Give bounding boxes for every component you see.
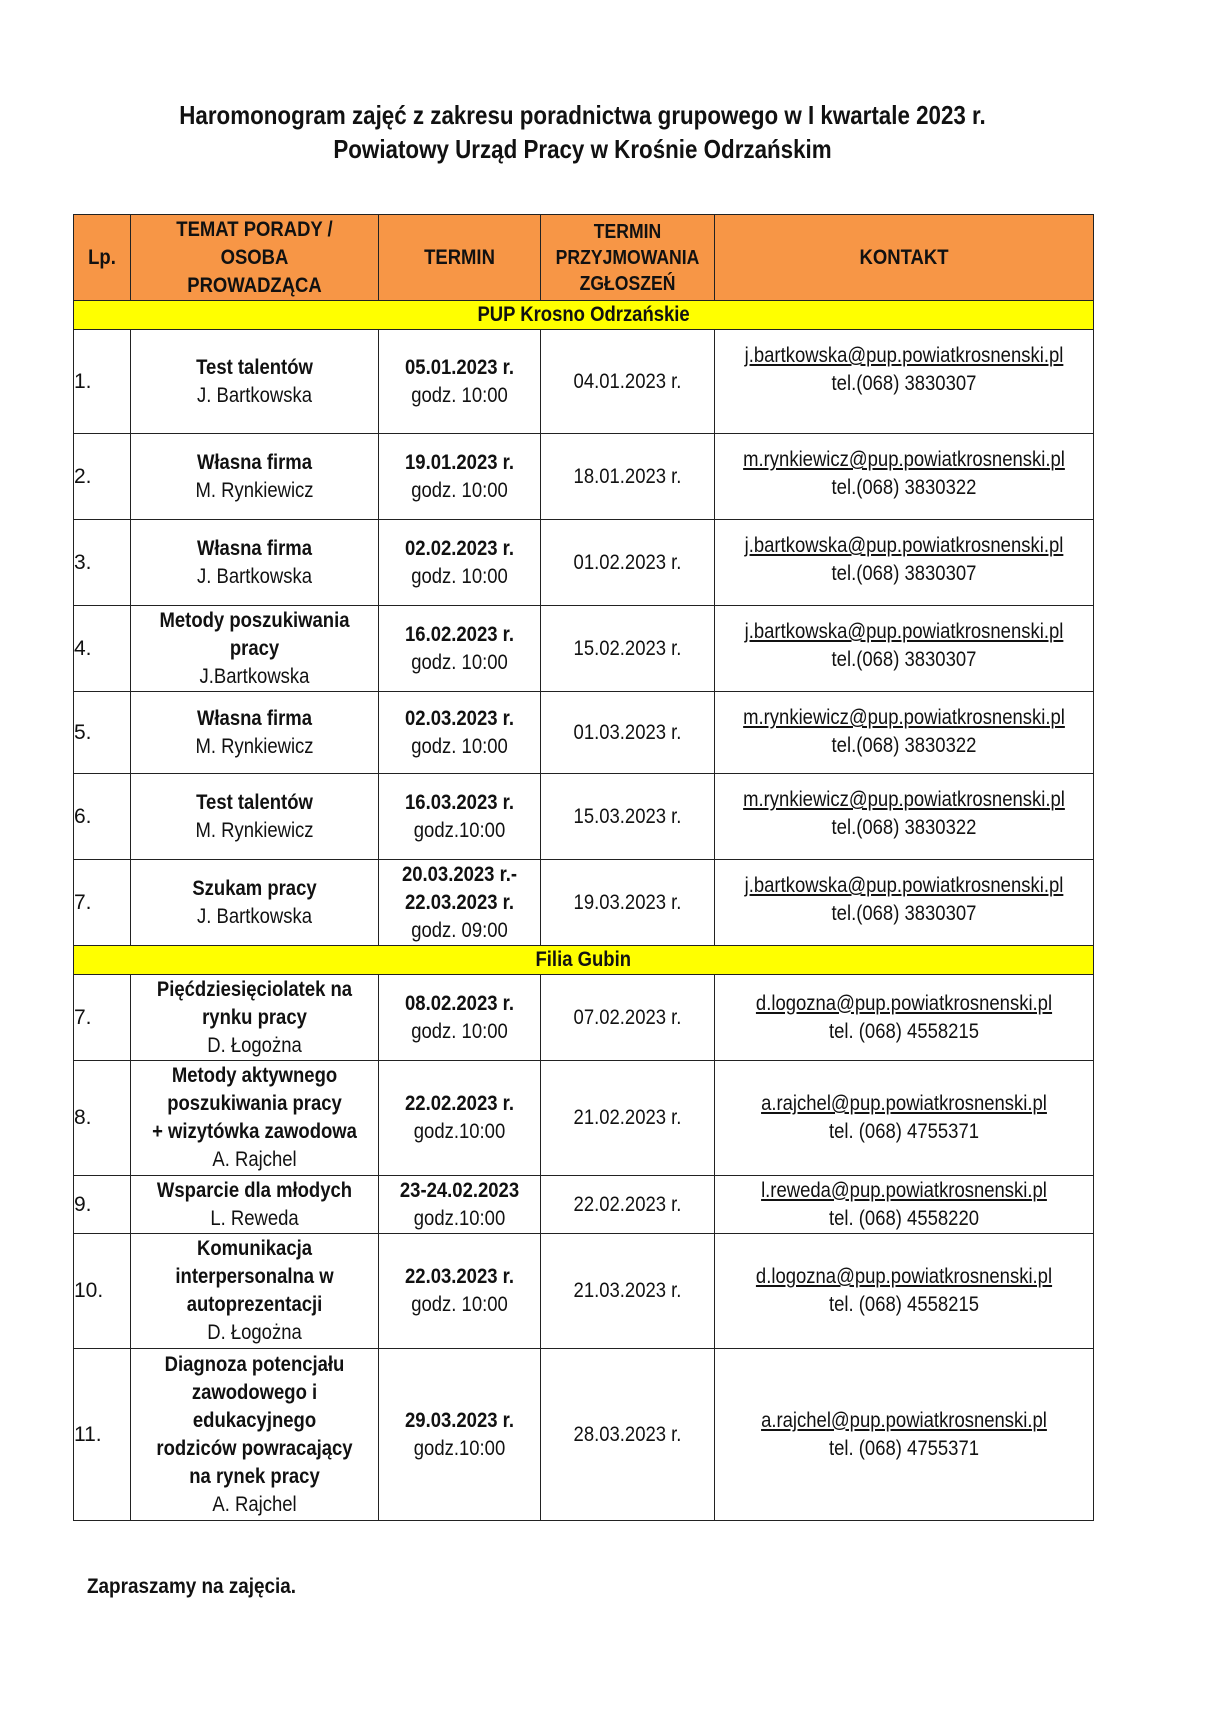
contact-cell [715, 1349, 1094, 1521]
topic-title: Test talentów [196, 355, 313, 379]
topic-title: Własna firma [196, 706, 313, 730]
contact-phone: tel. (068) 4755371 [828, 1120, 980, 1143]
registration-deadline: 07.02.2023 r. [573, 1005, 682, 1029]
session-time: godz. 10:00 [411, 734, 508, 758]
contact-phone: tel.(068) 3830307 [831, 562, 977, 585]
topic-cell [131, 860, 379, 946]
table-row [74, 1061, 1094, 1176]
table-row [74, 860, 1094, 946]
topic-title: edukacyjnego [192, 1408, 317, 1432]
row-number: 8. [74, 1061, 131, 1176]
row-number: 1. [74, 330, 131, 434]
session-date-end: 22.03.2023 r. [405, 890, 514, 914]
session-date: 16.03.2023 r. [405, 790, 514, 814]
row-number: 4. [74, 606, 131, 692]
row-number: 11. [74, 1349, 131, 1521]
contact-email-link[interactable]: m.rynkiewicz@pup.powiatkrosnenski.pl [743, 788, 1065, 811]
contact-cell [715, 520, 1094, 606]
table-row [74, 1234, 1094, 1349]
topic-title: Wsparcie dla młodych [156, 1178, 353, 1202]
topic-cell [131, 692, 379, 774]
facilitator-name: J. Bartkowska [196, 564, 313, 588]
contact-email-link[interactable]: j.bartkowska@pup.powiatkrosnenski.pl [744, 534, 1064, 557]
facilitator-name: L. Reweda [210, 1206, 299, 1230]
contact-cell [715, 975, 1094, 1061]
table-row [74, 1176, 1094, 1234]
registration-deadline-cell [541, 330, 715, 434]
session-date: 19.01.2023 r. [405, 450, 514, 474]
registration-deadline: 04.01.2023 r. [573, 369, 682, 393]
session-date-cell [379, 434, 541, 520]
table-row [74, 434, 1094, 520]
registration-deadline-cell [541, 774, 715, 860]
schedule-table [73, 214, 1094, 1521]
session-date-cell [379, 860, 541, 946]
registration-deadline: 01.02.2023 r. [573, 550, 682, 574]
topic-title: rodziców powracający [156, 1436, 353, 1460]
contact-email-link[interactable]: d.logozna@pup.powiatkrosnenski.pl [755, 1265, 1053, 1288]
contact-email-link[interactable]: j.bartkowska@pup.powiatkrosnenski.pl [744, 874, 1064, 897]
session-date: 22.02.2023 r. [405, 1092, 514, 1115]
contact-phone: tel.(068) 3830307 [831, 648, 977, 671]
topic-cell [131, 774, 379, 860]
registration-deadline: 21.02.2023 r. [573, 1106, 682, 1129]
session-date-cell [379, 1349, 541, 1521]
topic-title: Własna firma [196, 450, 313, 474]
registration-deadline-cell [541, 434, 715, 520]
session-date-cell [379, 975, 541, 1061]
header-temat: TEMAT PORADY / OSOBA PROWADZĄCA [131, 215, 379, 301]
session-date: 20.03.2023 r.- [401, 862, 518, 886]
topic-title: Diagnoza potencjału [164, 1352, 345, 1376]
table-row [74, 975, 1094, 1061]
registration-deadline-cell [541, 520, 715, 606]
facilitator-name: D. Łogożna [207, 1321, 302, 1344]
topic-title: autoprezentacji [186, 1293, 323, 1316]
registration-deadline-cell [541, 692, 715, 774]
table-row [74, 330, 1094, 434]
topic-title: rynku pracy [202, 1005, 307, 1029]
registration-deadline: 22.02.2023 r. [573, 1192, 682, 1216]
session-time: godz. 10:00 [411, 1293, 508, 1316]
topic-cell [131, 606, 379, 692]
topic-title: Komunikacja [196, 1237, 313, 1260]
session-date: 29.03.2023 r. [405, 1408, 514, 1432]
contact-cell [715, 860, 1094, 946]
contact-email-link[interactable]: j.bartkowska@pup.powiatkrosnenski.pl [744, 620, 1064, 643]
topic-cell [131, 1234, 379, 1349]
session-date: 22.03.2023 r. [405, 1265, 514, 1288]
section-name: Filia Gubin [74, 946, 1094, 975]
title-line-1: Haromonogram zajęć z zakresu poradnictwa grupowego w I kwartale 2023 r. [179, 100, 986, 130]
topic-cell [131, 1349, 379, 1521]
topic-title: Test talentów [196, 790, 313, 814]
row-number: 9. [74, 1176, 131, 1234]
topic-title: interpersonalna w [175, 1265, 334, 1288]
table-row [74, 774, 1094, 860]
topic-title: zawodowego i [191, 1380, 318, 1404]
registration-deadline-cell [541, 1176, 715, 1234]
session-date-cell [379, 606, 541, 692]
contact-email-link[interactable]: m.rynkiewicz@pup.powiatkrosnenski.pl [743, 448, 1065, 471]
registration-deadline: 19.03.2023 r. [573, 890, 682, 914]
contact-cell [715, 330, 1094, 434]
registration-deadline-cell [541, 975, 715, 1061]
registration-deadline-cell [541, 1061, 715, 1176]
contact-cell [715, 1234, 1094, 1349]
session-time: godz. 10:00 [411, 564, 508, 588]
contact-phone: tel. (068) 4755371 [828, 1436, 980, 1460]
table-row [74, 692, 1094, 774]
topic-cell [131, 1176, 379, 1234]
section-name: PUP Krosno Odrzańskie [74, 301, 1094, 330]
table-row [74, 1349, 1094, 1521]
facilitator-name: J.Bartkowska [199, 664, 310, 688]
registration-deadline: 28.03.2023 r. [573, 1422, 682, 1446]
header-kontakt: KONTAKT [715, 215, 1094, 301]
document-title [0, 98, 1165, 166]
session-date: 16.02.2023 r. [405, 622, 514, 646]
session-time: godz. 10:00 [411, 1019, 508, 1043]
contact-email-link[interactable]: m.rynkiewicz@pup.powiatkrosnenski.pl [743, 706, 1065, 729]
session-date-cell [379, 692, 541, 774]
registration-deadline-cell [541, 1234, 715, 1349]
session-date-cell [379, 520, 541, 606]
row-number: 10. [74, 1234, 131, 1349]
contact-phone: tel.(068) 3830307 [831, 902, 977, 925]
facilitator-name: M. Rynkiewicz [195, 478, 314, 502]
topic-title: Własna firma [196, 536, 313, 560]
contact-cell [715, 1176, 1094, 1234]
session-date: 05.01.2023 r. [405, 355, 514, 379]
topic-cell [131, 520, 379, 606]
topic-title: poszukiwania pracy [167, 1092, 342, 1115]
section-row [74, 946, 1094, 975]
session-date: 02.02.2023 r. [405, 536, 514, 560]
registration-deadline: 15.02.2023 r. [573, 636, 682, 660]
contact-cell [715, 1061, 1094, 1176]
registration-deadline-cell [541, 1349, 715, 1521]
session-time: godz. 10:00 [411, 650, 508, 674]
contact-email-link[interactable]: j.bartkowska@pup.powiatkrosnenski.pl [744, 344, 1064, 367]
topic-cell [131, 330, 379, 434]
session-date: 02.03.2023 r. [405, 706, 514, 730]
registration-deadline: 18.01.2023 r. [573, 464, 682, 488]
session-time: godz.10:00 [413, 1120, 506, 1143]
topic-cell [131, 434, 379, 520]
header-lp: Lp. [74, 215, 131, 301]
facilitator-name: A. Rajchel [212, 1148, 297, 1171]
section-row [74, 301, 1094, 330]
footer-invitation: Zapraszamy na zajęcia. [87, 1575, 297, 1598]
contact-cell [715, 774, 1094, 860]
contact-cell [715, 434, 1094, 520]
session-date-cell [379, 774, 541, 860]
session-time: godz.10:00 [413, 1206, 506, 1230]
contact-email-link[interactable]: a.rajchel@pup.powiatkrosnenski.pl [761, 1092, 1047, 1115]
table-row [74, 606, 1094, 692]
session-time: godz. 09:00 [411, 918, 508, 942]
topic-cell [131, 975, 379, 1061]
registration-deadline: 01.03.2023 r. [573, 720, 682, 744]
topic-title: na rynek pracy [189, 1464, 320, 1488]
session-date-cell [379, 1061, 541, 1176]
topic-title: Szukam pracy [192, 876, 317, 900]
row-number: 2. [74, 434, 131, 520]
facilitator-name: J. Bartkowska [196, 904, 313, 928]
contact-email-link[interactable]: a.rajchel@pup.powiatkrosnenski.pl [761, 1408, 1047, 1432]
title-line-2: Powiatowy Urząd Pracy w Krośnie Odrzańskim [333, 134, 832, 164]
topic-title: pracy [229, 636, 280, 660]
session-date: 23-24.02.2023 [399, 1178, 520, 1202]
session-date-cell [379, 1234, 541, 1349]
row-number: 7. [74, 975, 131, 1061]
header-termin: TERMIN [379, 215, 541, 301]
contact-phone: tel. (068) 4558220 [828, 1206, 980, 1230]
contact-phone: tel.(068) 3830322 [831, 816, 977, 839]
registration-deadline-cell [541, 606, 715, 692]
facilitator-name: M. Rynkiewicz [195, 818, 314, 842]
row-number: 7. [74, 860, 131, 946]
contact-phone: tel. (068) 4558215 [828, 1293, 980, 1316]
facilitator-name: J. Bartkowska [196, 383, 313, 407]
topic-cell [131, 1061, 379, 1176]
contact-phone: tel. (068) 4558215 [828, 1019, 980, 1043]
contact-phone: tel.(068) 3830322 [831, 734, 977, 757]
facilitator-name: A. Rajchel [212, 1492, 297, 1516]
session-time: godz. 10:00 [411, 383, 508, 407]
contact-cell [715, 692, 1094, 774]
contact-phone: tel.(068) 3830307 [831, 372, 977, 395]
registration-deadline: 21.03.2023 r. [573, 1279, 682, 1302]
topic-title: Metody poszukiwania [159, 608, 350, 632]
registration-deadline-cell [541, 860, 715, 946]
session-time: godz.10:00 [413, 1436, 506, 1460]
session-date-cell [379, 330, 541, 434]
contact-email-link[interactable]: l.reweda@pup.powiatkrosnenski.pl [761, 1178, 1047, 1202]
topic-title: Pięćdziesięciolatek na [156, 977, 353, 1001]
session-time: godz. 10:00 [411, 478, 508, 502]
session-time: godz.10:00 [413, 818, 506, 842]
facilitator-name: M. Rynkiewicz [195, 734, 314, 758]
contact-phone: tel.(068) 3830322 [831, 476, 977, 499]
row-number: 5. [74, 692, 131, 774]
session-date-cell [379, 1176, 541, 1234]
registration-deadline: 15.03.2023 r. [573, 804, 682, 828]
table-row [74, 520, 1094, 606]
topic-title: + wizytówka zawodowa [152, 1120, 357, 1143]
header-termin-zgloszen: TERMIN PRZYJMOWANIA ZGŁOSZEŃ [541, 215, 715, 301]
contact-cell [715, 606, 1094, 692]
row-number: 6. [74, 774, 131, 860]
contact-email-link[interactable]: d.logozna@pup.powiatkrosnenski.pl [755, 991, 1053, 1015]
session-date: 08.02.2023 r. [405, 991, 514, 1015]
facilitator-name: D. Łogożna [207, 1033, 302, 1057]
topic-title: Metody aktywnego [171, 1064, 338, 1087]
row-number: 3. [74, 520, 131, 606]
